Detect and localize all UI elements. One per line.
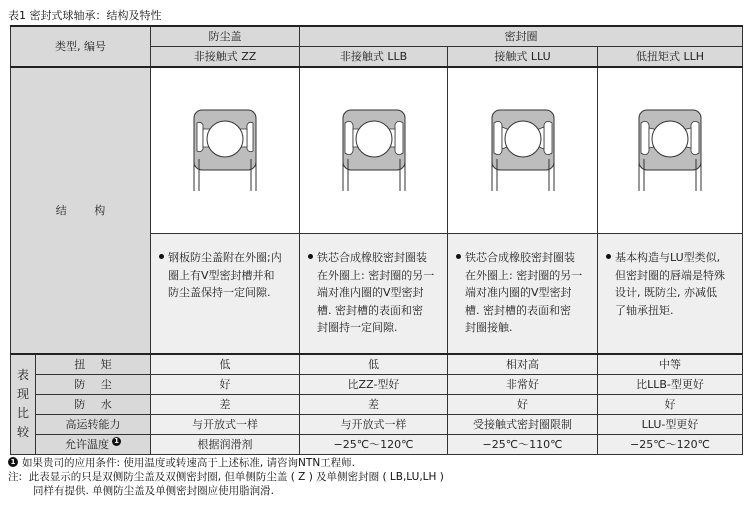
cell-dust-llh: 比LLB-型更好: [598, 374, 743, 394]
column-header-zz: 非接触式 ZZ: [151, 47, 300, 68]
structure-label: [11, 67, 151, 354]
bearing-shield-zz-diagram: [193, 109, 257, 193]
diagram-cell-llu: [448, 67, 598, 234]
bearing-seal-llh-diagram: [638, 109, 702, 193]
cell-water-llu: 好: [448, 394, 598, 414]
column-header-llb: 非接触式 LLB: [300, 47, 448, 68]
bullet-icon: [308, 254, 313, 259]
structure-label-text: 结 构: [55, 203, 118, 217]
diagram-cell-llb: [300, 67, 448, 234]
cell-speed-zz: 与开放式一样: [151, 414, 300, 434]
footnote: 1 如果贵司的应用条件: 使用温度或转速高于上述标准, 请咨询NTN工程师.: [8, 456, 444, 470]
column-header-llu: 接触式 LLU: [448, 47, 598, 68]
cell-temp-zz: 根据润滑剂: [151, 434, 300, 454]
cell-temp-llb: −25℃～120℃: [300, 434, 448, 454]
footnote-marker-icon: 1: [112, 437, 121, 446]
bullet-icon: [606, 254, 611, 259]
table-title: 表1 密封式球轴承：结构及特性: [8, 9, 162, 22]
group-header-seal: 密封圈: [300, 26, 743, 47]
row-label-high-speed: 高运转能力: [36, 414, 151, 434]
cell-speed-llh: LLU-型更好: [598, 414, 743, 434]
diagram-cell-zz: [151, 67, 300, 234]
note-line-1: 注: 此表显示的只是双侧防尘盖及双侧密封圈, 但单侧防尘盖 ( Z ) 及单侧密封圈 ( LB,LU,LH ): [8, 471, 444, 483]
description-zz: 钢板防尘盖附在外圈;内 圈上有V型密封槽并和 防尘盖保持一定间隙.: [151, 234, 300, 354]
bearing-seal-llb-diagram: [342, 109, 406, 193]
bullet-icon: [456, 254, 461, 259]
cell-speed-llb: 与开放式一样: [300, 414, 448, 434]
cell-water-zz: 差: [151, 394, 300, 414]
column-header-llh: 低扭矩式 LLH: [598, 47, 743, 68]
description-llh: 基本构造与LU型类似, 但密封圈的唇端是特殊 设计, 既防尘, 亦减低 了轴承扭矩.: [598, 234, 743, 354]
cell-torque-zz: 低: [151, 354, 300, 375]
cell-torque-llb: 低: [300, 354, 448, 375]
row-label-dustproof: 防 尘: [36, 374, 151, 394]
cell-temp-llu: −25℃～110℃: [448, 434, 598, 454]
group-header-shield: 防尘盖: [151, 26, 300, 47]
row-label-temperature: 允许温度 1: [36, 434, 151, 454]
cell-torque-llu: 相对高: [448, 354, 598, 375]
row-label-waterproof: 防 水: [36, 394, 151, 414]
bearing-seal-llu-diagram: [491, 109, 555, 193]
cell-water-llb: 差: [300, 394, 448, 414]
note-line-2: 同样有提供. 单侧防尘盖及单侧密封圈应使用脂润滑.: [33, 485, 275, 497]
cell-dust-llu: 非常好: [448, 374, 598, 394]
row-label-torque: 扭 矩: [36, 354, 151, 375]
table-notes: [8, 456, 444, 498]
diagram-cell-llh: [598, 67, 743, 234]
cell-water-llh: 好: [598, 394, 743, 414]
cell-speed-llu: 受接触式密封圈限制: [448, 414, 598, 434]
performance-group-label: 表现比较: [11, 354, 36, 455]
cell-torque-llh: 中等: [598, 354, 743, 375]
cell-dust-zz: 好: [151, 374, 300, 394]
cell-temp-llh: −25℃～120℃: [598, 434, 743, 454]
description-llu: 铁芯合成橡胶密封圈装 在外圈上: 密封圈的另一 端对准内圈的V型密封 槽. 密封槽的表面和密 封圈接触.: [448, 234, 598, 354]
cell-dust-llb: 比ZZ-型好: [300, 374, 448, 394]
footnote-marker-icon: 1: [8, 457, 18, 467]
sealed-bearing-table: [10, 25, 743, 455]
description-llb: 铁芯合成橡胶密封圈装 在外圈上: 密封圈的另一 端对准内圈的V型密封 槽. 密封槽的表面和密 封圈持一定间隙.: [300, 234, 448, 354]
type-header: 类型, 编号: [11, 26, 151, 67]
bullet-icon: [159, 254, 164, 259]
